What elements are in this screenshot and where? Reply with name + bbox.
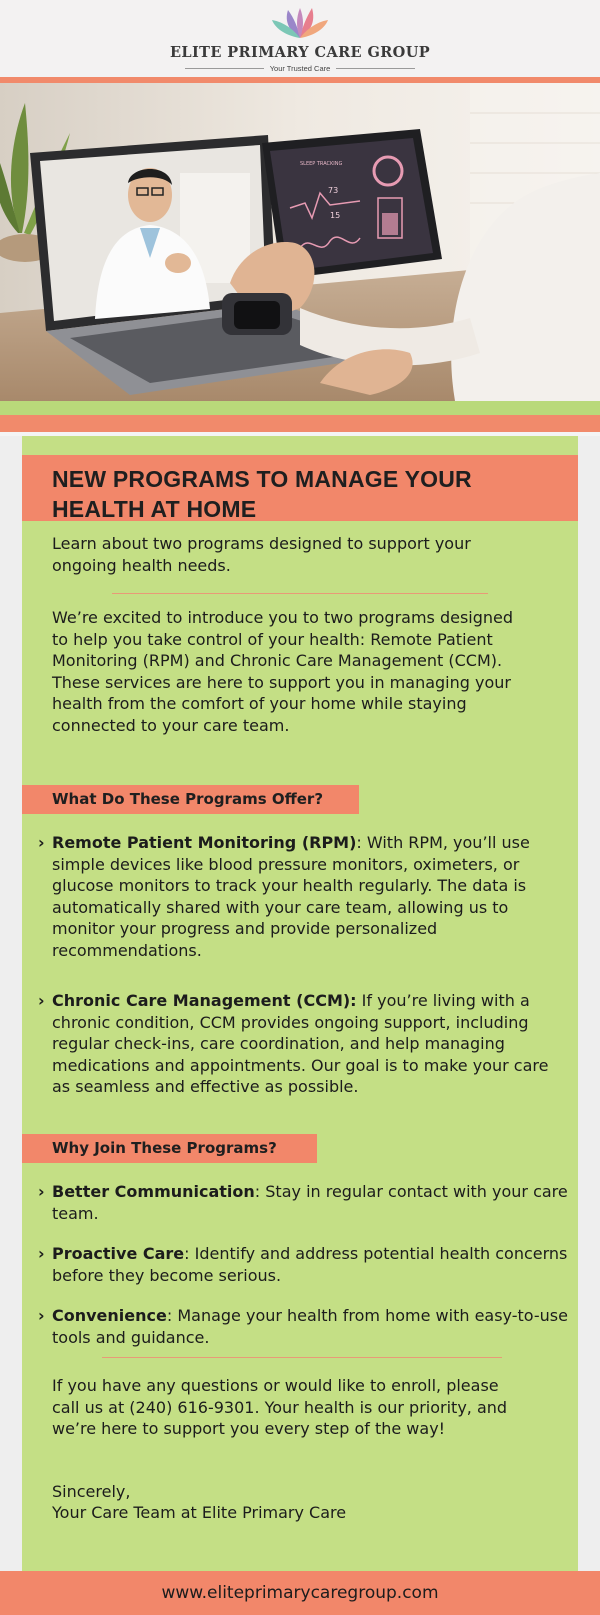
- rpm-text: : With RPM, you’ll use simple devices like blood pressure monitors, oximeters, or glucose monitors to track your health regularly. The data is automatically shared with your care team, allowing us to monitor your progress and provide personalized recommendations.: [52, 833, 530, 960]
- page-title: NEW PROGRAMS TO MANAGE YOUR HEALTH AT HOME: [52, 466, 472, 522]
- chevron-right-icon: ›: [38, 1182, 45, 1201]
- tagline-row: [185, 63, 415, 73]
- signoff-line-1: Sincerely,: [52, 1482, 131, 1501]
- footer: [0, 1571, 600, 1615]
- lotus-leaves-icon: [270, 6, 330, 40]
- content-card: [22, 436, 578, 1571]
- list-item-proactive: [38, 1243, 568, 1286]
- brand-name: ELITE PRIMARY CARE GROUP: [169, 44, 431, 61]
- footer-url-link[interactable]: www.eliteprimarycaregroup.com: [161, 1583, 439, 1603]
- list-item-convenience: [38, 1305, 568, 1348]
- ccm-text: If you’re living with a chronic condition, CCM provides ongoing support, including regular check-ins, care coordination, and help managing medications and appointments. Our goal is to make your care as seamless and effective as possible.: [52, 991, 549, 1096]
- proactive-label: Proactive Care: [52, 1244, 185, 1263]
- section-heading-offer: What Do These Programs Offer?: [22, 785, 359, 814]
- ccm-label: Chronic Care Management (CCM):: [52, 991, 357, 1010]
- tagline-rule-right: [336, 68, 415, 69]
- list-item-communication: [38, 1181, 568, 1224]
- tablet-label: SLEEP TRACKING: [300, 161, 343, 167]
- section-heading-why: Why Join These Programs?: [22, 1134, 317, 1163]
- coral-band: [0, 415, 600, 432]
- convenience-label: Convenience: [52, 1306, 167, 1325]
- body-text: We’re excited to introduce you to two programs designed to help you take control of your health: Remote Patient Monitoring (RPM) and Chronic Care Management (CCM). These services are here to support you in managing your health from the comfort of your home while staying connected to your care team.: [52, 608, 514, 735]
- tablet-value-1: 73: [328, 186, 339, 195]
- rpm-label: Remote Patient Monitoring (RPM): [52, 833, 357, 852]
- convenience-text: : Manage your health from home with easy-to-use tools and guidance.: [52, 1306, 568, 1347]
- chevron-right-icon: ›: [38, 1306, 45, 1325]
- hero-photo: [0, 83, 600, 401]
- list-item-ccm: [38, 990, 568, 1098]
- closing-text: If you have any questions or would like to enroll, please call us at (240) 616-9301. Your health is our priority, and we’re here to support you every step of the way!: [52, 1376, 508, 1438]
- title-bar: [22, 455, 578, 521]
- chevron-right-icon: ›: [38, 1244, 45, 1263]
- chevron-right-icon: ›: [38, 991, 45, 1010]
- chevron-right-icon: ›: [38, 833, 45, 852]
- communication-label: Better Communication: [52, 1182, 255, 1201]
- communication-text: : Stay in regular contact with your care team.: [52, 1182, 568, 1223]
- signoff-line-2: Your Care Team at Elite Primary Care: [52, 1503, 347, 1522]
- proactive-text: : Identify and address potential health concerns before they become serious.: [52, 1244, 568, 1285]
- green-band: [0, 401, 600, 415]
- header: [0, 0, 600, 77]
- brand-tagline: Your Trusted Care: [269, 63, 331, 73]
- tagline-rule-left: [185, 68, 264, 69]
- intro-text: Learn about two programs designed to support your ongoing health needs.: [52, 534, 471, 575]
- divider-2: [102, 1357, 502, 1358]
- divider-1: [112, 593, 488, 594]
- list-item-rpm: [38, 832, 568, 961]
- tablet-value-2: 15: [330, 211, 341, 220]
